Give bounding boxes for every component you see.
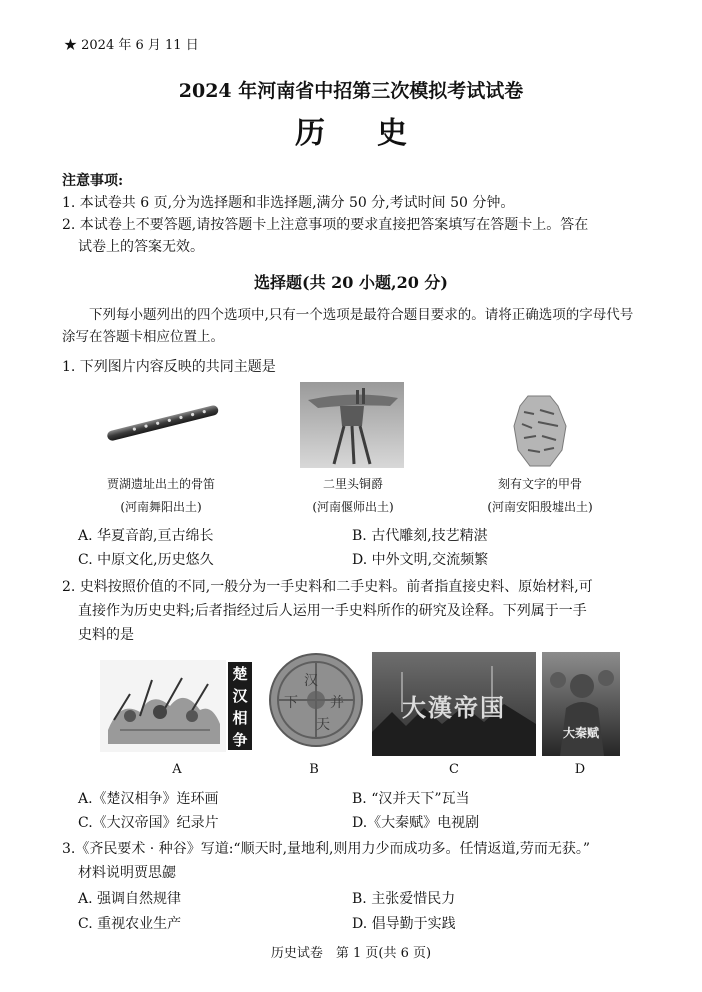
q2-stem-line2: 直接作为历史史料;后者指经过后人运用一手史料所作的研究及诠释。下列属于一手 <box>78 603 587 619</box>
subject-title: 历史 <box>295 116 459 151</box>
notice-item-1: 1. 本试卷共 6 页,分为选择题和非选择题,满分 50 分,考试时间 50 分钟。 <box>62 195 515 211</box>
q2-image-label-d: D <box>574 762 586 777</box>
q2-option-c[interactable]: C.《大汉帝国》纪录片 <box>78 815 219 831</box>
q3-option-a[interactable]: A. 强调自然规律 <box>78 891 182 907</box>
q1-caption-2-line2: (河南偃师出土) <box>312 500 394 514</box>
tile-char: 下 <box>284 695 298 711</box>
comic-chuhan-image <box>100 660 250 752</box>
q1-option-c[interactable]: C. 中原文化,历史悠久 <box>78 552 214 568</box>
q2-image-label-a: A <box>172 762 182 777</box>
banner-char: 争 <box>232 730 248 749</box>
page-footer: 历史试卷 第 1 页(共 6 页) <box>270 946 432 961</box>
q1-caption-1-line2: (河南舞阳出土) <box>120 500 202 514</box>
q1-caption-2-line1: 二里头铜爵 <box>322 477 383 491</box>
q2-option-a[interactable]: A.《楚汉相争》连环画 <box>78 791 219 807</box>
drama-poster-image <box>542 652 620 756</box>
drama-poster-title: 大秦赋 <box>562 726 599 740</box>
q3-option-c[interactable]: C. 重视农业生产 <box>78 916 182 932</box>
bronze-jue-image <box>300 382 404 468</box>
documentary-still-image <box>372 652 536 756</box>
tile-char: 天 <box>316 717 330 733</box>
q3-option-b[interactable]: B. 主张爱惜民力 <box>352 891 456 907</box>
q1-caption-1-line1: 贾湖遗址出土的骨笛 <box>106 477 215 491</box>
exam-title: 2024 年河南省中招第三次模拟考试试卷 <box>178 80 524 102</box>
q1-option-a[interactable]: A. 华夏音韵,亘古绵长 <box>78 528 214 544</box>
oracle-bone-image <box>510 392 570 470</box>
documentary-title: 大漢帝国 <box>402 693 506 722</box>
roof-tile-image <box>268 652 364 748</box>
tile-char: 汉 <box>304 673 318 689</box>
banner-char: 楚 <box>232 664 248 683</box>
notice-item-2-line1: 2. 本试卷上不要答题,请按答题卡上注意事项的要求直接把答案填写在答题卡上。答在 <box>62 217 589 233</box>
q1-stem: 1. 下列图片内容反映的共同主题是 <box>62 359 276 375</box>
bone-flute-image <box>100 384 226 464</box>
q2-stem-line1: 2. 史料按照价值的不同,一般分为一手史料和二手史料。前者指直接史料、原始材料,可 <box>62 579 593 595</box>
exam-date: ★ 2024 年 6 月 11 日 <box>64 38 199 53</box>
q2-stem-line3: 史料的是 <box>78 627 134 643</box>
q3-stem-line1: 3.《齐民要术 · 种谷》写道:“顺天时,量地利,则用力少而成功多。任情返道,劳而无获。” <box>62 841 591 857</box>
notice-heading: 注意事项: <box>62 173 124 189</box>
q2-image-label-c: C <box>449 762 459 777</box>
q2-option-b[interactable]: B. “汉并天下”瓦当 <box>352 791 470 807</box>
banner-char: 汉 <box>232 686 248 705</box>
q3-stem-line2: 材料说明贾思勰 <box>78 865 176 881</box>
section-intro: 下列每小题列出的四个选项中,只有一个选项是最符合题目要求的。请将正确选项的字母代号涂写在答题卡相应位置上。 <box>62 307 634 345</box>
tile-char: 并 <box>330 695 344 711</box>
comic-title-banner <box>228 662 252 750</box>
q1-caption-3-line1: 刻有文字的甲骨 <box>497 477 582 491</box>
q1-option-d[interactable]: D. 中外文明,交流频繁 <box>352 552 489 568</box>
q3-option-d[interactable]: D. 倡导勤于实践 <box>352 916 456 932</box>
q2-image-label-b: B <box>309 762 319 777</box>
notice-item-2-line2: 试卷上的答案无效。 <box>78 239 204 255</box>
section-title: 选择题(共 20 小题,20 分) <box>254 273 448 292</box>
q1-option-b[interactable]: B. 古代雕刻,技艺精湛 <box>352 528 488 544</box>
q2-option-d[interactable]: D.《大秦赋》电视剧 <box>352 815 480 831</box>
q1-caption-3-line2: (河南安阳殷墟出土) <box>487 500 593 514</box>
banner-char: 相 <box>232 708 248 727</box>
